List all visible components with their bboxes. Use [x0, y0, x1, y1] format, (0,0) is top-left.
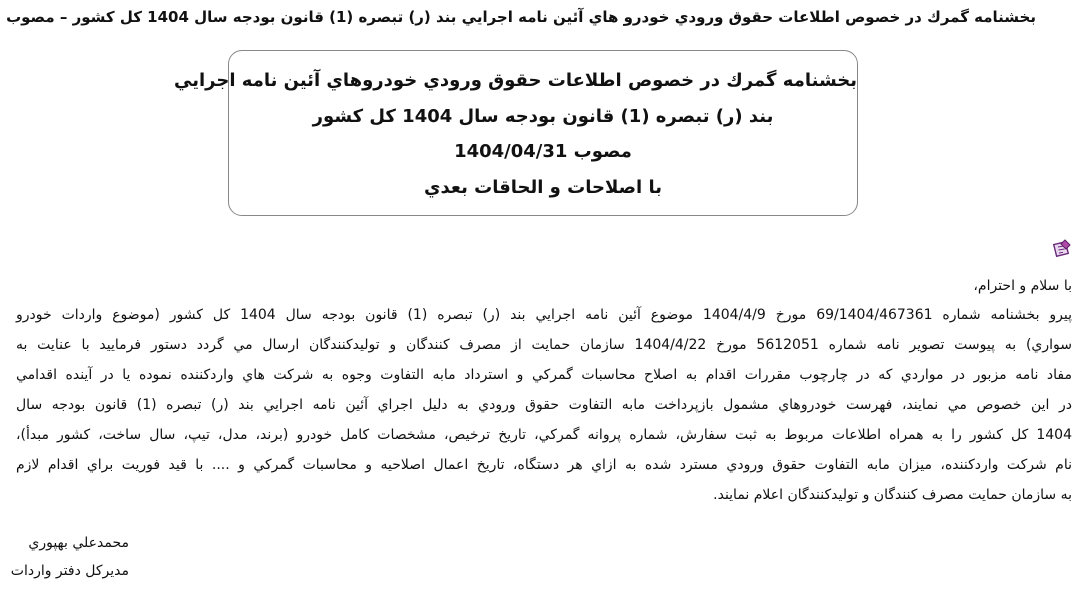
paragraph-line: به سازمان حمايت مصرف كنندگان و توليدكنندگان اعلام نمايند. [713, 487, 1072, 503]
signer-name: محمدعلي بهپوري [28, 535, 129, 551]
paragraph-line: سواري) به پيوست تصوير نامه شماره 5612051 مورخ 1404/4/22 سازمان حمايت از مصرف كنندگان و توليدكنندگان ارسال مي گردد دستور فرماييد با عنايت به [16, 337, 1072, 353]
paragraph-line: مفاد نامه مزبور در مواردي كه در چارچوب مقررات اقدام به اصلاح محاسبات گمركي و استرداد مابه التفاوت وجوه به شركت هاي واردكننده نموده يا در آينده اقدامي [16, 367, 1072, 383]
page-title: بخشنامه گمرك در خصوص اطلاعات حقوق ورودي خودرو هاي آئين نامه اجرايي بند (ر) تبصره (1) قانون بودجه سال 1404 كل كشور – مصوب [6, 8, 1036, 26]
paragraph-line: پيرو بخشنامه شماره 69/1404/467361 مورخ 1404/4/9 موضوع آئين نامه اجرايي بند (ر) تبصره (1) قانون بودجه سال 1404 كل كشور (موضوع واردات خودرو [16, 307, 1072, 323]
title-box-line-2: بند (ر) تبصره (1) قانون بودجه سال 1404 كل كشور [312, 105, 774, 127]
paragraph-line: در اين خصوص مي نمايند، فهرست خودروهاي مشمول بازپرداخت مابه التفاوت حقوق ورودي به دليل اجراي آئين نامه اجرايي بند (ر) تبصره (1) قانون بودجه سال [16, 397, 1072, 413]
title-box-line-1: بخشنامه گمرك در خصوص اطلاعات حقوق ورودي خودروهاي آئين نامه اجرايي [174, 70, 857, 91]
body-paragraph [16, 300, 1072, 510]
paragraph-line: 1404 كل كشور را به همراه اطلاعات مربوط به ثبت سفارش، شماره پروانه گمركي، تاريخ ترخيص، مشخصات كامل خودرو (برند، مدل، تيپ، سال ساخت، كشور مبدأ)، [16, 427, 1072, 443]
signer-title: مديركل دفتر واردات [10, 563, 129, 579]
title-box-line-4: با اصلاحات و الحاقات بعدي [424, 176, 662, 198]
title-box [174, 50, 858, 216]
paragraph-line: نام شركت واردكننده، ميزان مابه التفاوت حقوق ورودي مسترد شده به ازاي هر دستگاه، تاريخ اعمال اصلاحيه و محاسبات گمركي و .... با قيد فوريت براي اقدام لازم [16, 457, 1072, 473]
greeting: با سلام و احترام، [973, 278, 1072, 294]
attachment-icon[interactable] [1052, 238, 1072, 258]
title-box-line-3: مصوب 1404/04/31 [454, 141, 632, 162]
